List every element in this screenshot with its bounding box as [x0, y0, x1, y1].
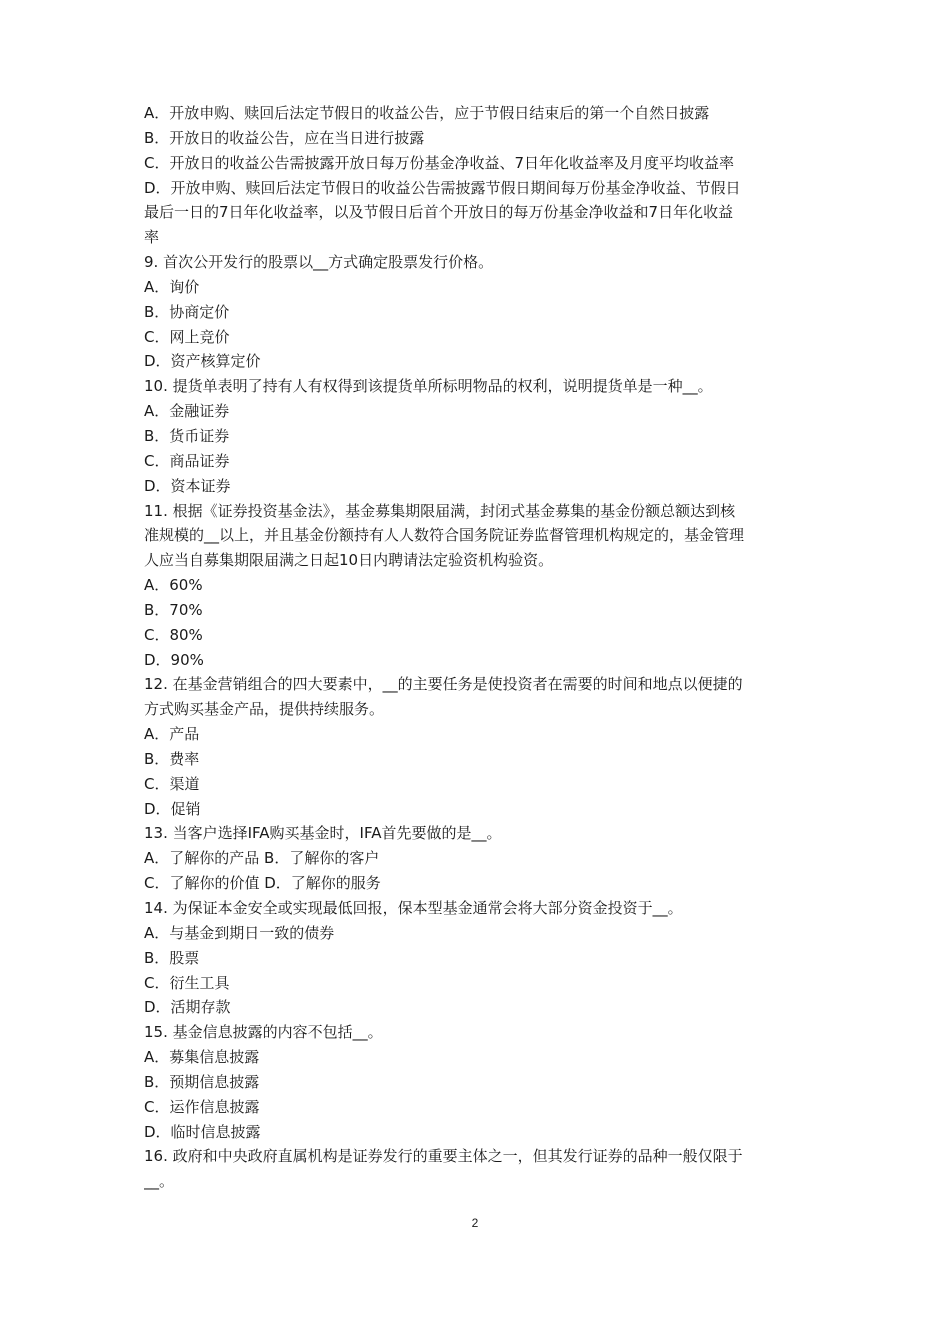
option-line: D．资本证券 — [144, 476, 231, 495]
option-line: C．商品证券 — [144, 451, 230, 470]
option-line: B．预期信息披露 — [144, 1072, 260, 1091]
text-line: A．开放申购、赎回后法定节假日的收益公告，应于节假日结束后的第一个自然日披露 — [144, 104, 710, 122]
text-line: C．开放日的收益公告需披露开放日每万份基金净收益、7日年化收益率及月度平均收益率 — [144, 153, 735, 172]
text-line: __。 — [144, 1172, 175, 1191]
option-line: C．网上竞价 — [144, 327, 230, 346]
question-15: 15. 基金信息披露的内容不包括__。 — [144, 1023, 383, 1042]
text-line: 最后一日的7日年化收益率，以及节假日后首个开放日的每万份基金净收益和7日年化收益 — [144, 203, 734, 222]
option-line: A．募集信息披露 — [144, 1048, 260, 1067]
page-body — [144, 101, 812, 1194]
question-11: 11. 根据《证券投资基金法》，基金募集期限届满，封闭式基金募集的基金份额总额达到核 — [144, 501, 736, 520]
option-line: D．活期存款 — [144, 998, 231, 1017]
option-line: A．金融证券 — [144, 402, 230, 421]
page-number: 2 — [471, 1216, 479, 1230]
option-line: B．货币证券 — [144, 426, 230, 445]
option-line: A．询价 — [144, 277, 200, 296]
option-line: D．促销 — [144, 799, 201, 818]
text-line: 人应当自募集期限届满之日起10日内聘请法定验资机构验资。 — [144, 551, 554, 570]
question-16: 16. 政府和中央政府直属机构是证券发行的重要主体之一，但其发行证券的品种一般仅限于 — [144, 1147, 743, 1166]
question-9: 9. 首次公开发行的股票以__方式确定股票发行价格。 — [144, 253, 494, 272]
option-line: D．临时信息披露 — [144, 1122, 261, 1141]
text-line: 率 — [144, 228, 160, 247]
question-13: 13. 当客户选择IFA购买基金时，IFA首先要做的是__。 — [144, 824, 502, 843]
option-line: B．费率 — [144, 749, 200, 768]
option-line: C．衍生工具 — [144, 973, 230, 992]
text-line: 准规模的__以上，并且基金份额持有人人数符合国务院证券监督管理机构规定的，基金管理 — [144, 526, 745, 545]
option-line: B．股票 — [144, 948, 200, 967]
option-line: C．80% — [144, 625, 203, 644]
option-line: B．70% — [144, 600, 203, 619]
option-line: C．渠道 — [144, 774, 200, 793]
question-12: 12. 在基金营销组合的四大要素中，__的主要任务是使投资者在需要的时间和地点以便捷的 — [144, 675, 743, 694]
option-line: D．资产核算定价 — [144, 352, 261, 371]
option-line: A．与基金到期日一致的债券 — [144, 923, 335, 942]
option-line: C．了解你的价值 D．了解你的服务 — [144, 874, 381, 893]
question-14: 14. 为保证本金安全或实现最低回报，保本型基金通常会将大部分资金投资于__。 — [144, 899, 683, 917]
option-line: C．运作信息披露 — [144, 1097, 260, 1116]
option-line: B．协商定价 — [144, 302, 230, 321]
option-line: A．60% — [144, 576, 203, 595]
option-line: A．产品 — [144, 725, 200, 744]
question-10: 10. 提货单表明了持有人有权得到该提货单所标明物品的权利，说明提货单是一种__。 — [144, 377, 713, 396]
text-line: D．开放申购、赎回后法定节假日的收益公告需披露节假日期间每万份基金净收益、节假日 — [144, 178, 741, 197]
text-line: B．开放日的收益公告，应在当日进行披露 — [144, 128, 425, 147]
option-line: A．了解你的产品 B．了解你的客户 — [144, 849, 380, 868]
option-line: D．90% — [144, 650, 204, 669]
text-line: 方式购买基金产品，提供持续服务。 — [144, 700, 385, 719]
